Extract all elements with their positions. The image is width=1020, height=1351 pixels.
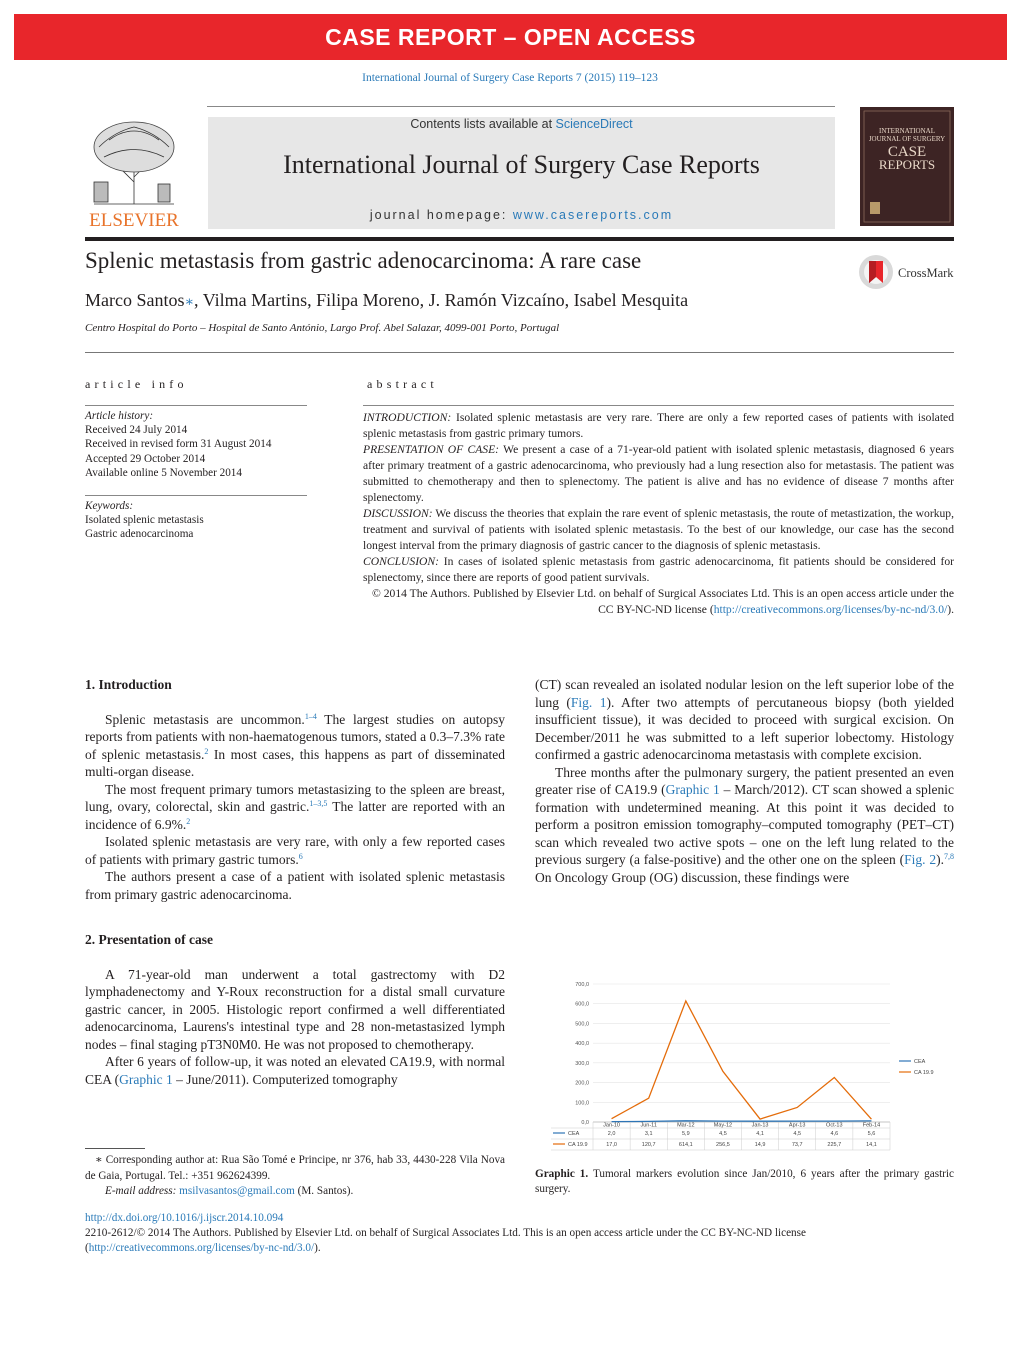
citation-ref[interactable]: 1–4 <box>304 711 317 721</box>
abstract-heading: abstract <box>367 377 438 391</box>
x-tick-label: Oct-13 <box>826 1122 843 1129</box>
journal-citation[interactable]: International Journal of Surgery Case Reports 7 (2015) 119–123 <box>362 72 658 84</box>
data-label: 256,5 <box>716 1142 730 1148</box>
figure-link[interactable]: Fig. 2 <box>904 852 937 867</box>
affiliation: Centro Hospital do Porto – Hospital de Santo António, Largo Prof. Abel Salazar, 4099-001 Porto, Portugal <box>85 322 560 334</box>
keyword: Isolated splenic metastasis <box>85 514 204 527</box>
data-label: 14,1 <box>866 1142 877 1148</box>
license-link[interactable]: http://creativecommons.org/licenses/by-nc-nd/3.0/ <box>713 603 948 616</box>
elsevier-logo <box>84 112 184 230</box>
x-tick-label: Apr-13 <box>788 1122 806 1129</box>
abstract-body <box>363 410 954 618</box>
paragraph: (CT) scan revealed an isolated nodular lesion on the left superior lobe of the lung (Fig. 1). After two attempts of percutaneous biopsy (both yielded insufficient tissue), it was decided to proceed with surgical excision. On December/2011 he was submitted to a left superior lobectomy. Histology confirmed a gastric adenocarcinoma metastasis with complete excision. <box>535 677 954 762</box>
abstract-intro: INTRODUCTION: Isolated splenic metastasis are very rare. There are only a few reported cases of patients with isolated splenic metastasis from gastric primary tumors. <box>363 411 954 440</box>
homepage-link[interactable]: www.casereports.com <box>512 208 674 222</box>
author-name: Isabel Mesquita <box>573 290 689 310</box>
legend-label: CEA <box>914 1059 926 1065</box>
journal-cover <box>860 107 954 226</box>
data-label: 5,9 <box>681 1131 690 1137</box>
citation-ref[interactable]: 7,8 <box>944 852 954 861</box>
footer-license-link[interactable]: http://creativecommons.org/licenses/by-nc-nd/3.0/ <box>88 1242 315 1255</box>
crossmark-badge[interactable] <box>858 253 954 291</box>
abstract-copyright: © 2014 The Authors. Published by Elsevier Ltd. on behalf of Surgical Associates Ltd. This is an open access article under the CC BY-NC-ND license (http://creativecommons.org/licenses/by-nc-nd/3.0/). <box>372 587 954 616</box>
abstract-case: PRESENTATION OF CASE: We present a case of a 71-year-old patient with isolated splenic metastasis, diagnosed 6 years after primary treatment of a gastric adenocarcinoma, who previously had a lung resection also for metastasis. The patient was submitted to chemotherapy and then to splenectomy. The patient is alive and has no evidence of disease 7 months after splenectomy. <box>363 443 954 504</box>
keyword: Gastric adenocarcinoma <box>85 528 194 541</box>
paragraph: A 71-year-old man underwent a total gastrectomy with D2 lymphadenectomy and Y-Roux reconstruction for a distal small curvature gastric cancer, in 2005. Histologic report confirmed a well differentiated adenocarcinoma, Laurens's intestinal type and 28 non-metastasized lymph nodes – final staging pT3N0M0. He was not proposed to chemotherapy. <box>85 966 505 1052</box>
abstract-rule <box>363 405 954 406</box>
footnote-rule <box>85 1148 145 1149</box>
graphic-link[interactable]: Graphic 1 <box>665 782 720 797</box>
keywords-label: Keywords: <box>85 500 134 512</box>
x-tick-label: Feb-14 <box>862 1122 881 1129</box>
data-label: 17,0 <box>606 1142 617 1148</box>
data-label: 4,1 <box>756 1131 764 1137</box>
open-access-banner: CASE REPORT – OPEN ACCESS <box>14 14 1007 60</box>
elsevier-wordmark: ELSEVIER <box>89 210 179 230</box>
svg-text:CASE: CASE <box>887 144 927 160</box>
legend-label: CA 19.9 <box>914 1070 934 1076</box>
citation-ref[interactable]: 6 <box>298 851 303 861</box>
tumor-markers-chart <box>545 975 950 1155</box>
citation-ref[interactable]: 2 <box>204 746 209 756</box>
email-link[interactable]: msilvasantos@gmail.com <box>179 1185 295 1197</box>
data-label: 120,7 <box>641 1142 656 1148</box>
history-item: Received in revised form 31 August 2014 <box>85 438 272 451</box>
data-label: 5,6 <box>867 1131 876 1137</box>
header-divider <box>85 237 954 241</box>
data-label: 225,7 <box>827 1142 842 1148</box>
x-tick-label: Mar-12 <box>677 1122 695 1129</box>
journal-title: International Journal of Surgery Case Reports <box>283 150 760 179</box>
author-name: Filipa Moreno <box>316 290 420 310</box>
data-label: 2,0 <box>607 1131 616 1137</box>
footnote: ∗ Corresponding author at: Rua São Tomé e Principe, nr 376, hab 33, 4430-228 Vila Nova de Gaia, Portugal. Tel.: +351 962624399. E-mail address: msilvasantos@gmail.com (M. Santos). <box>85 1154 505 1197</box>
author-name: J. Ramón Vizcaíno <box>428 290 565 310</box>
body-left-column <box>85 676 505 1088</box>
data-label: 4,5 <box>793 1131 802 1137</box>
article-info-rule <box>85 405 307 406</box>
paragraph: After 6 years of follow-up, it was noted an elevated CA19.9, with normal CEA (Graphic 1 – June/2011). Computerized tomography <box>85 1054 505 1087</box>
data-label: 4,5 <box>719 1131 727 1137</box>
y-tick-label: 600,0 <box>575 1001 589 1008</box>
abstract-conclusion: CONCLUSION: In cases of isolated splenic metastasis from gastric adenocarcinoma, fit patients should be considered for splenectomy, since there are reports of good patient survivals. <box>363 555 954 584</box>
header-rule <box>207 106 835 107</box>
sciencedirect-link[interactable]: ScienceDirect <box>555 117 633 131</box>
doi-link[interactable]: http://dx.doi.org/10.1016/j.ijscr.2014.10.094 <box>85 1212 284 1224</box>
citation-ref[interactable]: 1–3,5 <box>309 799 328 808</box>
y-tick-label: 700,0 <box>575 982 589 988</box>
svg-text:JOURNAL OF SURGERY: JOURNAL OF SURGERY <box>868 135 946 143</box>
article-info-rule <box>85 495 307 496</box>
x-tick-label: May-12 <box>713 1122 733 1129</box>
y-tick-label: 500,0 <box>575 1021 589 1028</box>
data-label: 3,1 <box>644 1131 653 1137</box>
series-line-cea <box>612 1121 872 1122</box>
body-right-column <box>535 676 954 886</box>
paragraph: Three months after the pulmonary surgery, the patient presented an even greater rise of CA19.9 (Graphic 1 – March/2012). CT scan showed a splenic formation with undetermined meaning. At this point it was decided to perform a positron emission tomography–computed tomography (PET–CT) scan which revealed two active spots – one on the left lung related to the previous surgery (a false-positive) and the other one on the spleen (Fig. 2).$^{7,8}$ On Oncology Group (OG) discussion, these findings were <box>535 764 955 885</box>
history-item: Accepted 29 October 2014 <box>85 452 206 465</box>
article-title: Splenic metastasis from gastric adenocarcinoma: A rare case <box>85 248 642 273</box>
history-item: Available online 5 November 2014 <box>85 466 242 479</box>
author-name: Marco Santos <box>85 290 185 310</box>
paragraph: The most frequent primary tumors metastasizing to the spleen are breast, lung, ovary, colorectal, skin and gastric.$^{1-3,5}$ The latter are reported with an incidence of 6.9%.$^2$ <box>85 781 505 832</box>
data-label: 73,7 <box>791 1142 803 1148</box>
graphic-link[interactable]: Graphic 1 <box>119 1071 173 1087</box>
paragraph: The authors present a case of a patient with isolated splenic metastasis from primary gastric adenocarcinoma. <box>85 869 505 902</box>
svg-text:INTERNATIONAL: INTERNATIONAL <box>879 127 935 135</box>
history-label: Article history: <box>85 410 154 422</box>
y-tick-label: 0,0 <box>581 1120 589 1126</box>
section-heading-case: 2. Presentation of case <box>85 932 213 947</box>
article-info-heading: article info <box>85 377 188 391</box>
history-item: Received 24 July 2014 <box>85 424 188 437</box>
figure-caption: Graphic 1. Tumoral markers evolution since Jan/2010, 6 years after the primary gastric surgery. <box>535 1168 954 1195</box>
journal-homepage: journal homepage: www.casereports.com <box>369 208 674 222</box>
corresponding-mark[interactable]: ∗ <box>184 295 194 310</box>
author-list: Marco Santos∗, Vilma Martins, Filipa Moreno, J. Ramón Vizcaíno, Isabel Mesquita <box>85 290 689 310</box>
table-series-label: CA 19.9 <box>568 1142 588 1148</box>
paragraph: Splenic metastasis are uncommon.$^{1-4}$ The largest studies on autopsy reports from patients with non-haematogenous tumors, stated a 0.3–7.3% rate of splenic metastasis.$^2$ In most cases, this happens as part of disseminated multi-organ disease. <box>85 711 505 779</box>
author-name: Vilma Martins <box>202 290 308 310</box>
y-tick-label: 400,0 <box>575 1041 589 1048</box>
section-divider <box>85 352 954 353</box>
crossmark-label: CrossMark <box>898 266 954 280</box>
x-tick-label: Jan-10 <box>603 1122 620 1129</box>
page-footer: http://dx.doi.org/10.1016/j.ijscr.2014.10.094 2210-2612/© 2014 The Authors. Published by Elsevier Ltd. on behalf of Surgical Associates Ltd. This is an open access article under the CC BY-NC-ND license (http://creativecommons.org/licenses/by-nc-nd/3.0/). <box>85 1211 955 1257</box>
citation-ref[interactable]: 2 <box>186 816 191 826</box>
x-tick-label: Jan-13 <box>751 1122 769 1129</box>
table-series-label: CEA <box>568 1131 580 1137</box>
keywords <box>85 499 307 542</box>
footer-license-text: 2210-2612/© 2014 The Authors. Published by Elsevier Ltd. on behalf of Surgical Associates Ltd. This is an open access article under the CC BY-NC-ND license <box>85 1227 806 1240</box>
y-tick-label: 100,0 <box>575 1100 589 1107</box>
svg-text:REPORTS: REPORTS <box>878 157 936 172</box>
x-tick-label: Jun-11 <box>640 1122 657 1129</box>
paragraph: Isolated splenic metastasis are very rare, with only a few reported cases of patients with primary gastric tumors.$^6$ <box>85 834 505 867</box>
corresponding-author-note: ∗ Corresponding author at: Rua São Tomé e Principe, nr 376, hab 33, 4430-228 Vila Nova de Gaia, Portugal. Tel.: +351 962624399. <box>85 1154 505 1182</box>
series-line-ca199 <box>612 1001 872 1119</box>
y-tick-label: 300,0 <box>575 1060 589 1067</box>
contents-line: Contents lists available at ScienceDirect <box>410 117 633 131</box>
abstract-discussion: DISCUSSION: We discuss the theories that explain the rare event of splenic metastasis, the route of metastization, the workup, treatment and survival of patients with isolated splenic metastasis. To the best of our knowledge, our case has the second longest interval from the primary diagnosis of gastric cancer to the diagnosis of splenic metastasis. <box>363 507 954 552</box>
data-label: 14,9 <box>754 1142 766 1148</box>
section-heading-introduction: 1. Introduction <box>85 677 172 692</box>
data-label: 4,6 <box>830 1131 839 1137</box>
article-history <box>85 409 307 480</box>
figure-link[interactable]: Fig. 1 <box>570 694 607 710</box>
y-tick-label: 200,0 <box>575 1080 589 1087</box>
data-label: 614,1 <box>678 1142 693 1148</box>
